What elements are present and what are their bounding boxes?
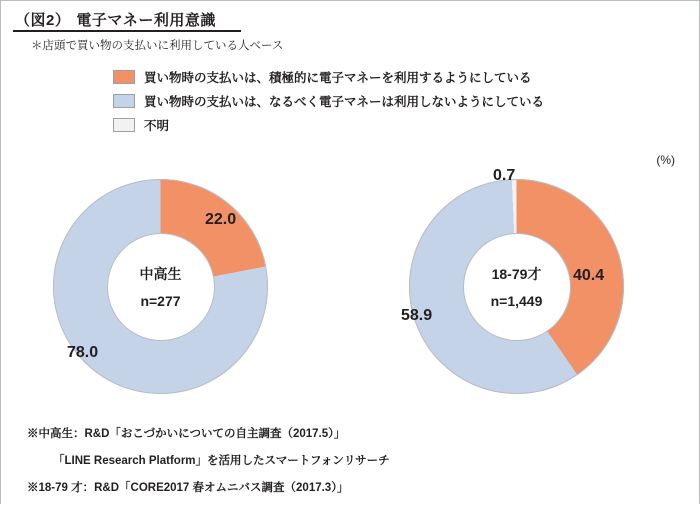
slice-value-unknown: 0.7 (493, 167, 516, 184)
legend-label: 買い物時の支払いは、なるべく電子マネーは利用しないようにしている (144, 95, 545, 109)
percent-unit-label: (%) (656, 153, 675, 167)
slice-value-negative: 78.0 (67, 344, 99, 361)
donut-center (463, 233, 571, 341)
slice-value-negative: 58.9 (401, 307, 433, 324)
donut-chart-students (53, 179, 268, 394)
footnotes (27, 425, 677, 506)
footnote: 「LINE Research Platform」を活用したスマートフォンリサーチ (53, 455, 390, 467)
page-title (15, 9, 216, 30)
legend-item (113, 117, 544, 133)
legend-swatch-positive (113, 70, 135, 84)
slice-value-positive: 22.0 (205, 211, 237, 228)
title-text: 電子マネー利用意識 (76, 12, 216, 29)
title-underline (13, 30, 241, 32)
figure-number: （図2） (15, 12, 71, 29)
slice-value-positive: 40.4 (573, 267, 605, 284)
legend-item (113, 69, 544, 85)
legend-label: 不明 (144, 119, 170, 133)
legend-item (113, 93, 544, 109)
legend-swatch-unknown (113, 118, 135, 132)
donut-center-sample: n=1,449 (490, 293, 543, 309)
donut-chart-adults (401, 167, 624, 394)
legend-label: 買い物時の支払いは、積極的に電子マネーを利用するようにしている (144, 71, 532, 85)
footnote: ※中高生：R&D「おこづかいについての自主調査（2017.5）」 (27, 428, 346, 440)
donut-center (107, 233, 215, 341)
donut-center-sample: n=277 (140, 293, 181, 309)
donut-center-title: 中高生 (139, 266, 182, 282)
donut-center-title: 18-79才 (491, 266, 542, 282)
subtitle: ＊店頭で買い物の支払いに利用している人ベース (31, 40, 284, 52)
footnote: ※18-79 才：R&D「CORE2017 春オムニバス調査（2017.3）」 (27, 482, 349, 494)
legend-swatch-negative (113, 94, 135, 108)
legend (113, 69, 544, 141)
